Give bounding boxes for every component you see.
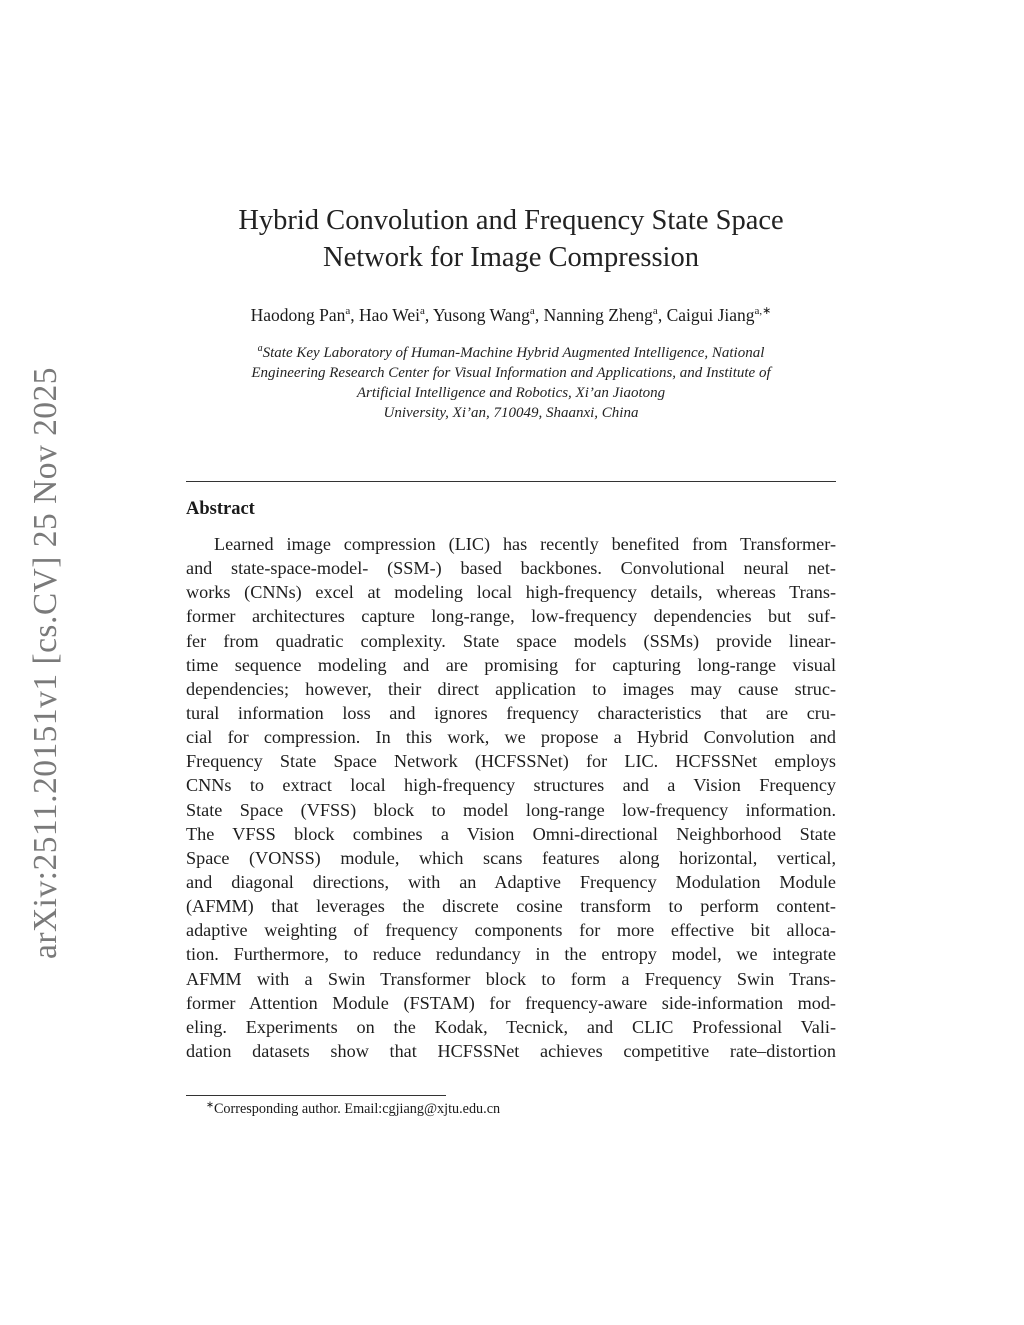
- title-line-1: Hybrid Convolution and Frequency State Space: [238, 205, 784, 236]
- abstract-heading: Abstract: [186, 499, 255, 519]
- affiliation-mark: a: [257, 343, 263, 354]
- abstract-line: CNNs to extract local high-frequency structures and a Vision Frequency: [186, 775, 836, 796]
- abstract-line: eling. Experiments on the Kodak, Tecnick, and CLIC Professional Vali-: [186, 1016, 836, 1037]
- author: Hao Wei$^a$,: [359, 305, 433, 325]
- author-affiliation-mark: a,∗: [754, 305, 772, 318]
- abstract-line: dation datasets show that HCFSSNet achieves competitive rate–distortion: [186, 1040, 836, 1061]
- author-affiliation-mark: a: [652, 305, 658, 318]
- affiliation-line: Artificial Intelligence and Robotics, Xi’an Jiaotong: [356, 385, 666, 401]
- author-affiliation-mark: a: [419, 305, 425, 318]
- affiliation-line: $^a$State Key Laboratory of Human-Machine Hybrid Augmented Intelligence, National: [257, 343, 765, 361]
- abstract-line: tural information loss and ignores frequency characteristics that are cru-: [186, 702, 836, 723]
- abstract-line: former Attention Module (FSTAM) for frequency-aware side-information mod-: [186, 992, 836, 1013]
- abstract-line: (AFMM) that leverages the discrete cosine transform to perform content-: [186, 896, 836, 917]
- abstract-line: AFMM with a Swin Transformer block to form a Frequency Swin Trans-: [186, 968, 836, 989]
- author-list: [186, 304, 836, 326]
- abstract-line: tion. Furthermore, to reduce redundancy in the entropy model, we integrate: [186, 944, 836, 965]
- author-affiliation-mark: a: [529, 305, 535, 318]
- author: Caigui Jiang$^{a,∗}$: [666, 305, 772, 325]
- footnote-mark: ∗: [206, 1100, 214, 1111]
- author: Nanning Zheng$^a$,: [543, 305, 667, 325]
- abstract-line: adaptive weighting of frequency components for more effective bit alloca-: [186, 920, 836, 941]
- abstract-top-rule: [186, 481, 836, 482]
- author: Yusong Wang$^a$,: [432, 305, 544, 325]
- abstract-line: fer from quadratic complexity. State space models (SSMs) provide linear-: [186, 630, 836, 651]
- author: Haodong Pan$^a$,: [250, 305, 359, 325]
- footnote-rule: [186, 1095, 446, 1096]
- abstract-line: and state-space-model- (SSM-) based backbones. Convolutional neural net-: [186, 558, 836, 579]
- footnote: [206, 1100, 500, 1119]
- footnote-text: Corresponding author. Email:cgjiang@xjtu.edu.cn: [213, 1101, 501, 1117]
- abstract-body: [186, 532, 836, 1063]
- abstract-line: cial for compression. In this work, we propose a Hybrid Convolution and: [186, 727, 836, 748]
- arxiv-identifier-text: arXiv:2511.20151v1 [cs.CV] 25 Nov 2025: [27, 367, 65, 959]
- author-affiliation-mark: a: [345, 305, 351, 318]
- abstract-line: works (CNNs) excel at modeling local high-frequency details, whereas Trans-: [186, 582, 836, 603]
- affiliation-line: University, Xi’an, 710049, Shaanxi, China: [383, 405, 639, 421]
- title-line-2: Network for Image Compression: [323, 242, 699, 273]
- abstract-line: and diagonal directions, with an Adaptive Frequency Modulation Module: [186, 871, 836, 892]
- abstract-line: Frequency State Space Network (HCFSSNet) for LIC. HCFSSNet employs: [186, 751, 836, 772]
- abstract-line: former architectures capture long-range, low-frequency dependencies but suf-: [186, 606, 836, 627]
- abstract-line: State Space (VFSS) block to model long-range low-frequency information.: [186, 799, 836, 820]
- affiliation-block: [186, 343, 836, 423]
- abstract-line: Learned image compression (LIC) has recently benefited from Transformer-: [214, 534, 836, 554]
- abstract-line: The VFSS block combines a Vision Omni-directional Neighborhood State: [186, 823, 836, 844]
- abstract-line: time sequence modeling and are promising for capturing long-range visual: [186, 654, 836, 675]
- abstract-line: dependencies; however, their direct application to images may cause struc-: [186, 678, 836, 699]
- abstract-line: Space (VONSS) module, which scans features along horizontal, vertical,: [186, 847, 836, 868]
- affiliation-line: Engineering Research Center for Visual Information and Applications, and Institute of: [251, 365, 771, 381]
- arxiv-identifier-stamp: [14, 368, 78, 958]
- paper-title: [186, 202, 836, 276]
